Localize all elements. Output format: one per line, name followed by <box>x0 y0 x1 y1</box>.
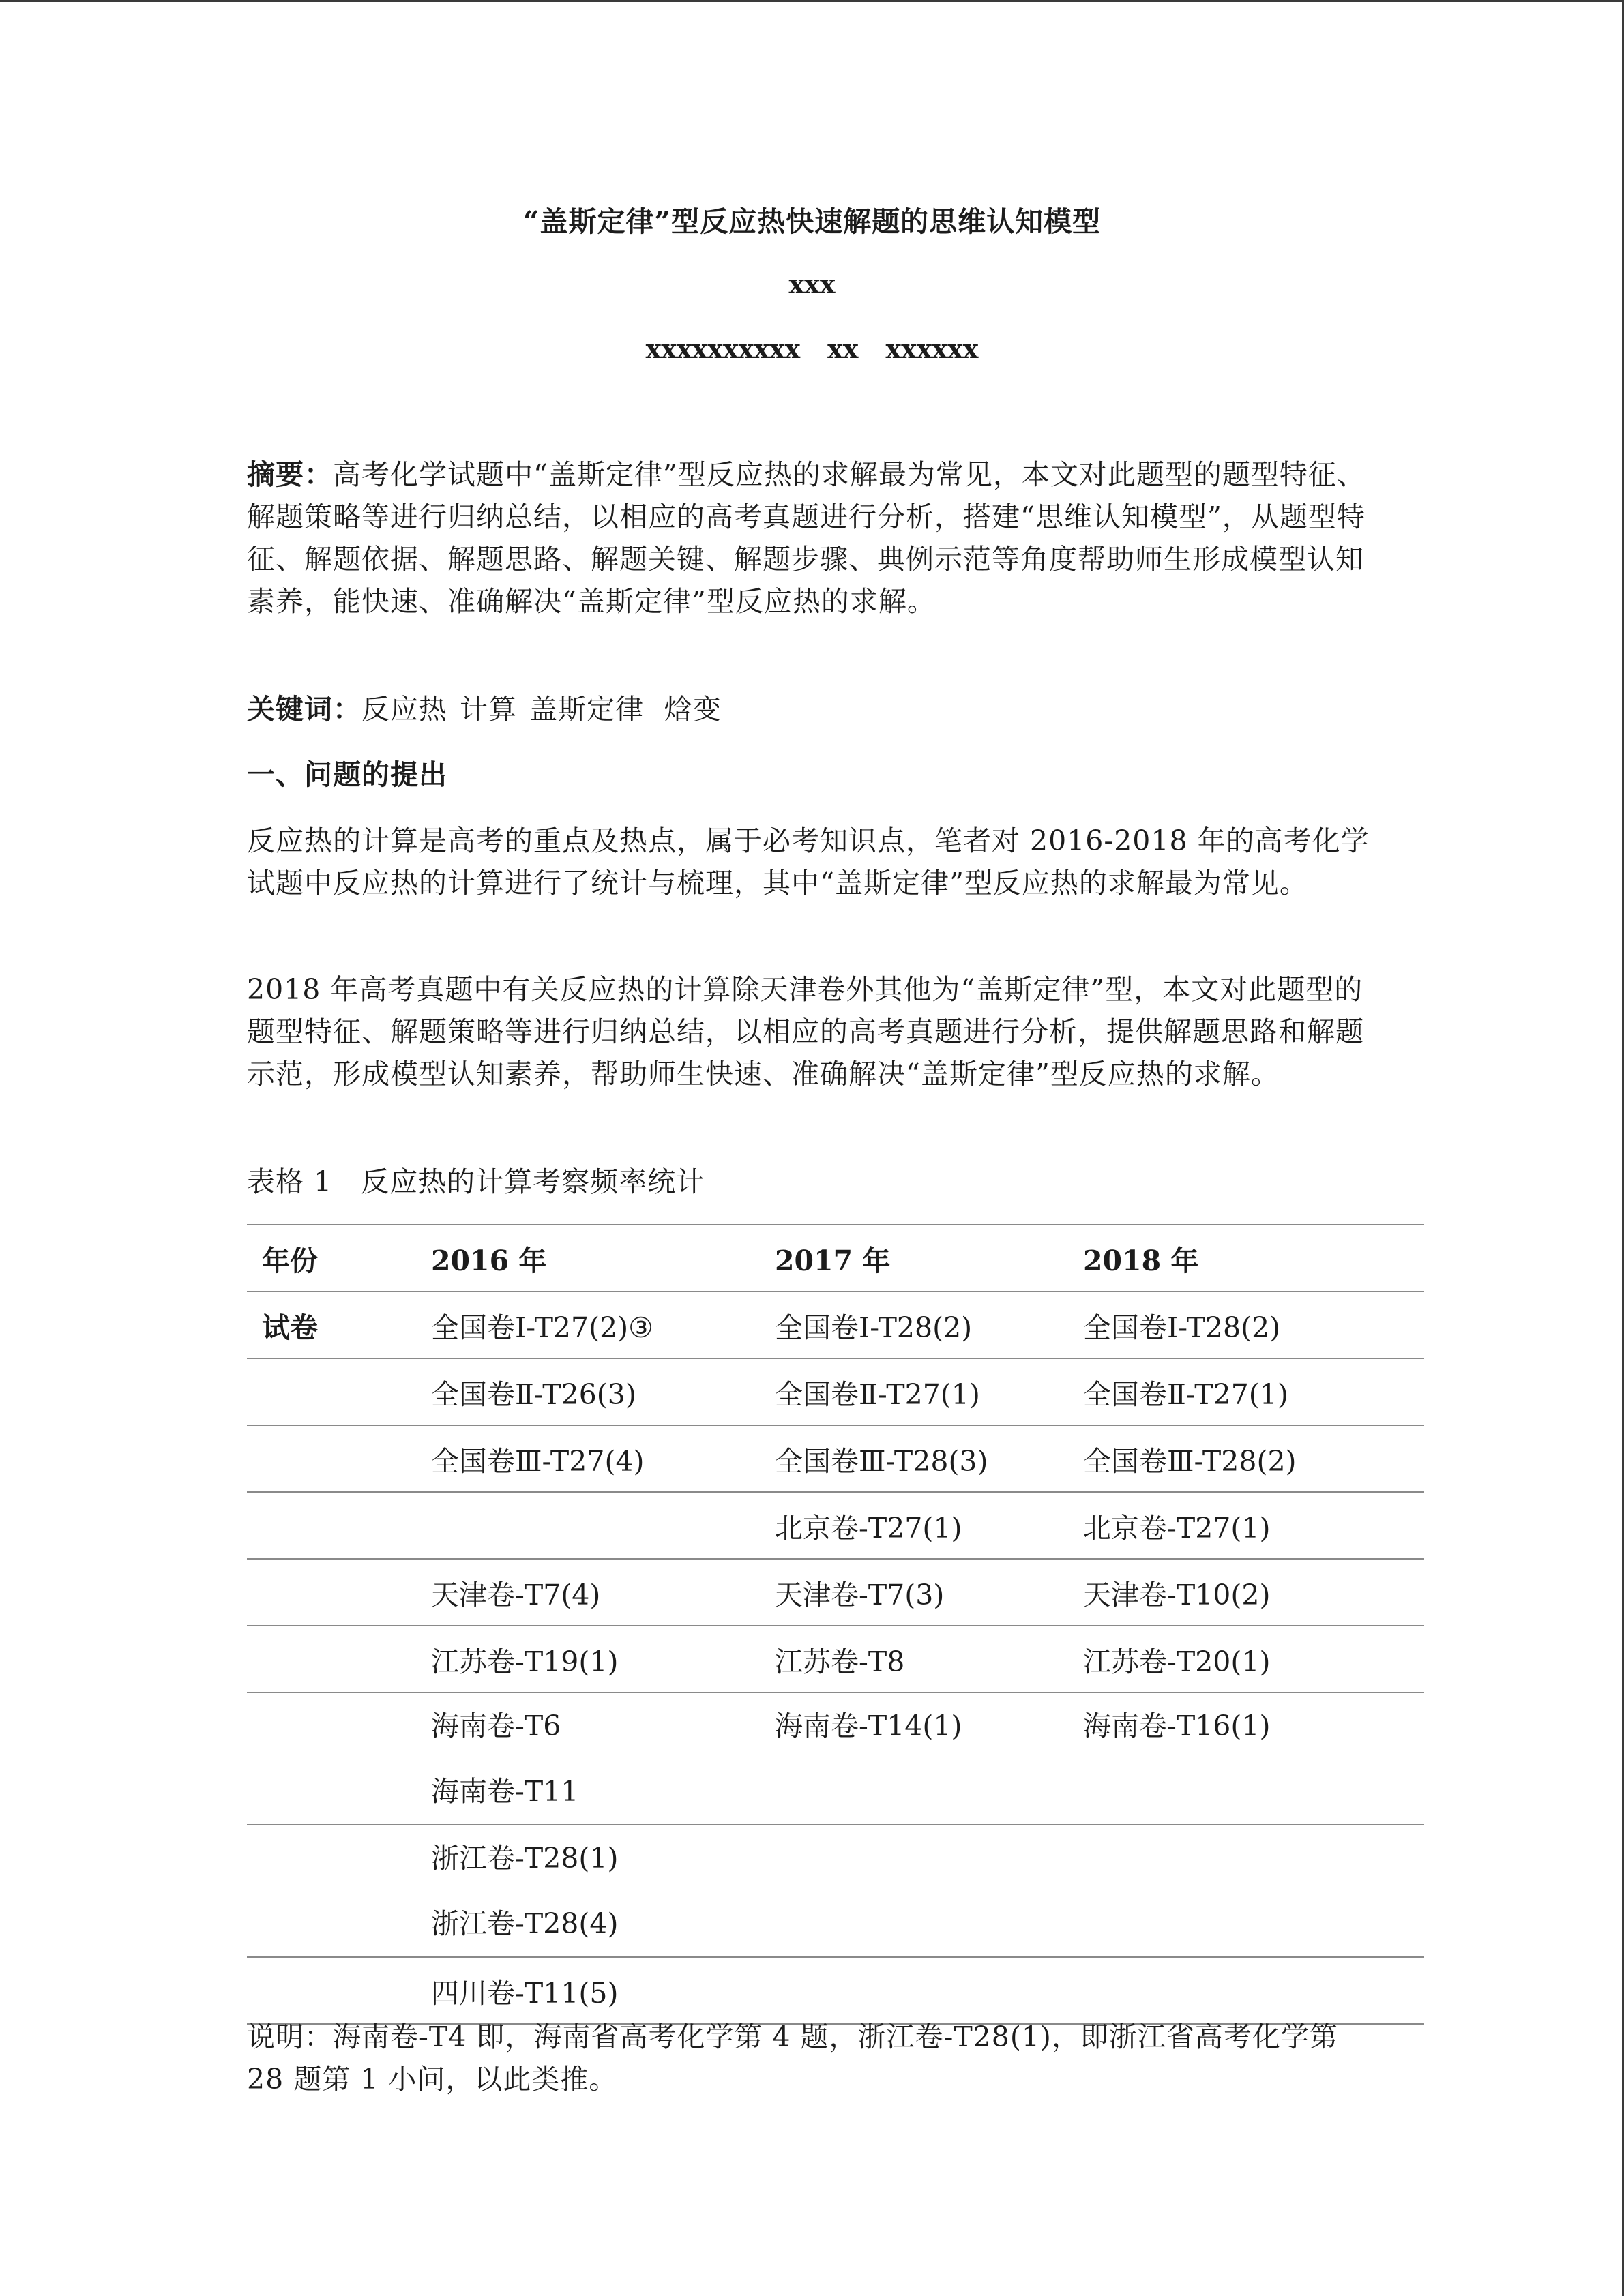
table-cell: 全国卷Ⅰ-T28(2) <box>760 1292 1068 1358</box>
table-cell <box>1083 1891 1424 1956</box>
table-row <box>247 1358 1424 1425</box>
abstract <box>247 453 1379 623</box>
table-cell: 全国卷Ⅱ-T27(1) <box>760 1358 1068 1425</box>
table-header-cell: 2018 年 <box>1068 1225 1424 1292</box>
table-cell <box>775 1891 1068 1956</box>
table-cell <box>775 1825 1068 1891</box>
table-header-cell: 2016 年 <box>416 1225 760 1292</box>
table-header-cell: 年份 <box>247 1225 416 1292</box>
table-cell: 全国卷Ⅲ-T28(2) <box>1068 1425 1424 1492</box>
table-cell: 海南卷-T6 <box>431 1710 561 1742</box>
affiliation <box>0 333 1624 364</box>
table-cell <box>1068 1957 1424 2024</box>
table-cell <box>1083 1759 1424 1824</box>
table-caption: 表格 1 反应热的计算考察频率统计 <box>247 1165 705 1198</box>
table-header-cell: 2017 年 <box>760 1225 1068 1292</box>
section-heading: 一、问题的提出 <box>247 758 447 791</box>
table-cell: 四川卷-T11(5) <box>416 1957 760 2024</box>
paper-title: “盖斯定律”型反应热快速解题的思维认知模型 <box>522 205 1102 238</box>
table-cell: 浙江卷-T28(4) <box>431 1907 619 1940</box>
affiliation-part: xx <box>827 333 859 364</box>
table-row <box>247 1825 1424 1957</box>
affiliation-part: xxxxxxxxxx <box>645 333 801 364</box>
table-note: 说明：海南卷-T4 即，海南省高考化学第 4 题，浙江卷-T28(1)，即浙江省高考化学第 28 题第 1 小问，以此类推。 <box>247 2021 1338 2096</box>
table-cell: 天津卷-T7(4) <box>416 1559 760 1626</box>
table-row <box>247 1693 1424 1825</box>
table-cell <box>416 1492 760 1559</box>
keyword: 反应热 <box>361 693 447 726</box>
row-label: 试卷 <box>247 1292 416 1358</box>
keyword: 计算 <box>460 693 517 726</box>
table-row <box>247 1425 1424 1492</box>
page-top-border <box>0 0 1624 2</box>
table-cell: 江苏卷-T19(1) <box>416 1626 760 1693</box>
affiliation-part: xxxxxx <box>885 333 979 364</box>
table-row <box>247 1626 1424 1693</box>
table-row <box>247 1292 1424 1358</box>
table-row <box>247 1559 1424 1626</box>
abstract-label: 摘要： <box>247 458 333 491</box>
table-header-row <box>247 1225 1424 1292</box>
keywords-label: 关键词： <box>247 693 361 726</box>
table-cell: 全国卷Ⅰ-T27(2)③ <box>416 1292 760 1358</box>
table-cell <box>775 1759 1068 1824</box>
author: xxx <box>788 269 836 299</box>
table-cell: 江苏卷-T8 <box>760 1626 1068 1693</box>
table-cell <box>1083 1825 1424 1891</box>
table-cell <box>760 1957 1068 2024</box>
table-row <box>247 1957 1424 2024</box>
table-cell: 北京卷-T27(1) <box>1068 1492 1424 1559</box>
frequency-table <box>247 1224 1424 2025</box>
table-cell: 全国卷Ⅲ-T28(3) <box>760 1425 1068 1492</box>
table-cell: 海南卷-T16(1) <box>1083 1710 1271 1742</box>
table-cell: 天津卷-T7(3) <box>760 1559 1068 1626</box>
paragraph: 2018 年高考真题中有关反应热的计算除天津卷外其他为“盖斯定律”型，本文对此题型的题型特征、解题策略等进行归纳总结，以相应的高考真题进行分析，提供解题思路和解题示范，形成模型认知素养，帮助师生快速、准确解决“盖斯定律”型反应热的求解。 <box>247 973 1364 1090</box>
abstract-text: 高考化学试题中“盖斯定律”型反应热的求解最为常见，本文对此题型的题型特征、解题策略等进行归纳总结，以相应的高考真题进行分析，搭建“思维认知模型”，从题型特征、解题依据、解题思路、解题关键、解题步骤、典例示范等角度帮助师生形成模型认知素养，能快速、准确解决“盖斯定律”型反应热的求解。 <box>247 458 1365 618</box>
table-cell: 浙江卷-T28(1) <box>431 1842 619 1875</box>
table-cell: 江苏卷-T20(1) <box>1068 1626 1424 1693</box>
table-cell: 海南卷-T14(1) <box>775 1710 962 1742</box>
paragraph: 反应热的计算是高考的重点及热点，属于必考知识点，笔者对 2016-2018 年的高考化学试题中反应热的计算进行了统计与梳理，其中“盖斯定律”型反应热的求解最为常见。 <box>247 824 1370 899</box>
keyword: 焓变 <box>664 693 722 726</box>
table-cell: 全国卷Ⅰ-T28(2) <box>1068 1292 1424 1358</box>
table-row <box>247 1492 1424 1559</box>
table-cell: 全国卷Ⅱ-T27(1) <box>1068 1358 1424 1425</box>
table-cell: 全国卷Ⅱ-T26(3) <box>416 1358 760 1425</box>
table-cell: 全国卷Ⅲ-T27(4) <box>416 1425 760 1492</box>
table-cell: 北京卷-T27(1) <box>760 1492 1068 1559</box>
keyword: 盖斯定律 <box>529 693 644 726</box>
keywords <box>247 688 1379 730</box>
table-cell: 海南卷-T11 <box>431 1775 579 1808</box>
table-cell: 天津卷-T10(2) <box>1068 1559 1424 1626</box>
